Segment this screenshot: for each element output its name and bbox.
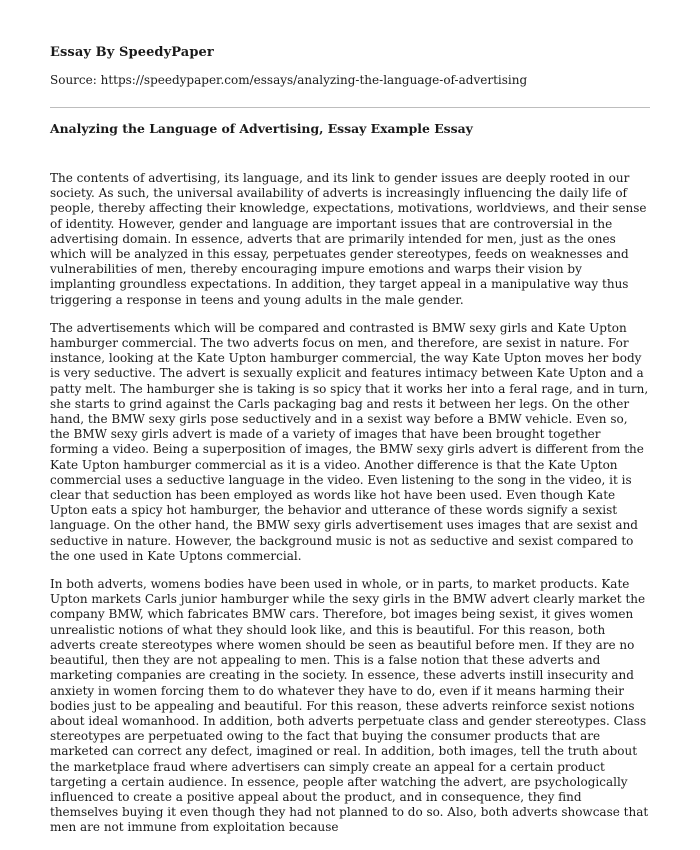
essay-title: Analyzing the Language of Advertising, Essay Example Essay — [50, 121, 473, 136]
essay-body — [50, 171, 650, 849]
header-divider — [50, 107, 650, 108]
source-url: Source: https://speedypaper.com/essays/analyzing-the-language-of-advertising — [50, 73, 528, 87]
paragraph-3: In both adverts, womens bodies have been used in whole, or in parts, to market products. Kate Upton markets Carls junior hamburger while the sexy girls in the BMW advert clearly market the company BMW, which fabricates BMW cars. Therefore, bot images being sexist, it gives women unrealistic notions of what they should look like, and this is beautiful. For this reason, both adverts create stereotypes where women should be seen as beautiful before men. If they are no beautiful, then they are not appealing to men. This is a false notion that these adverts and marketing companies are creating in the society. In essence, these adverts instill insecurity and anxiety in women forcing them to do whatever they have to do, even if it means harming their bodies just to be appealing and beautiful. For this reason, these adverts reinforce sexist notions about ideal womanhood. In addition, both adverts perpetuate class and gender stereotypes. Class stereotypes are perpetuated owing to the fact that buying the consumer products that are marketed can correct any defect, imagined or real. In addition, both images, tell the truth about the marketplace fraud where advertisers can simply create an appeal for a certain product targeting a certain audience. In essence, people after watching the advert, are psychologically influenced to create a positive appeal about the product, and in consequence, they find themselves buying it even though they had not planned to do so. Also, both adverts showcase that men are not immune from exploitation because — [50, 577, 649, 835]
publisher-name: Essay By SpeedyPaper — [50, 45, 214, 60]
paragraph-1: The contents of advertising, its language, and its link to gender issues are deeply rooted in our society. As such, the universal availability of adverts is increasingly influencing the daily life of people, thereby affecting their knowledge, expectations, motivations, worldviews, and their sense of identity. However, gender and language are important issues that are controversial in the advertising domain. In essence, adverts that are primarily intended for men, just as the ones which will be analyzed in this essay, perpetuates gender stereotypes, feeds on weaknesses and vulnerabilities of men, thereby encouraging impure emotions and warps their vision by implanting groundless expectations. In addition, they target appeal in a manipulative way thus triggering a response in teens and young adults in the male gender. — [50, 171, 647, 307]
paragraph-2: The advertisements which will be compared and contrasted is BMW sexy girls and Kate Upton hamburger commercial. The two adverts focus on men, and therefore, are sexist in nature. For instance, looking at the Kate Upton hamburger commercial, the way Kate Upton moves her body is very seductive. The advert is sexually explicit and features intimacy between Kate Upton and a patty melt. The hamburger she is taking is so spicy that it works her into a feral rage, and in turn, she starts to grind against the Carls packaging bag and rests it between her legs. On the other hand, the BMW sexy girls pose seductively and in a sexist way before a BMW vehicle. Even so, the BMW sexy girls advert is made of a variety of images that have been brought together forming a video. Being a superposition of images, the BMW sexy girls advert is different from the Kate Upton hamburger commercial as it is a video. Another difference is that the Kate Upton commercial uses a seductive language in the video. Even listening to the song in the video, it is clear that seduction has been employed as words like hot have been used. Even though Kate Upton eats a spicy hot hamburger, the behavior and utterance of these words signify a sexist language. On the other hand, the BMW sexy girls advertisement uses images that are sexist and seductive in nature. However, the background music is not as seductive and sexist compared to the one used in Kate Uptons commercial. — [50, 320, 649, 563]
